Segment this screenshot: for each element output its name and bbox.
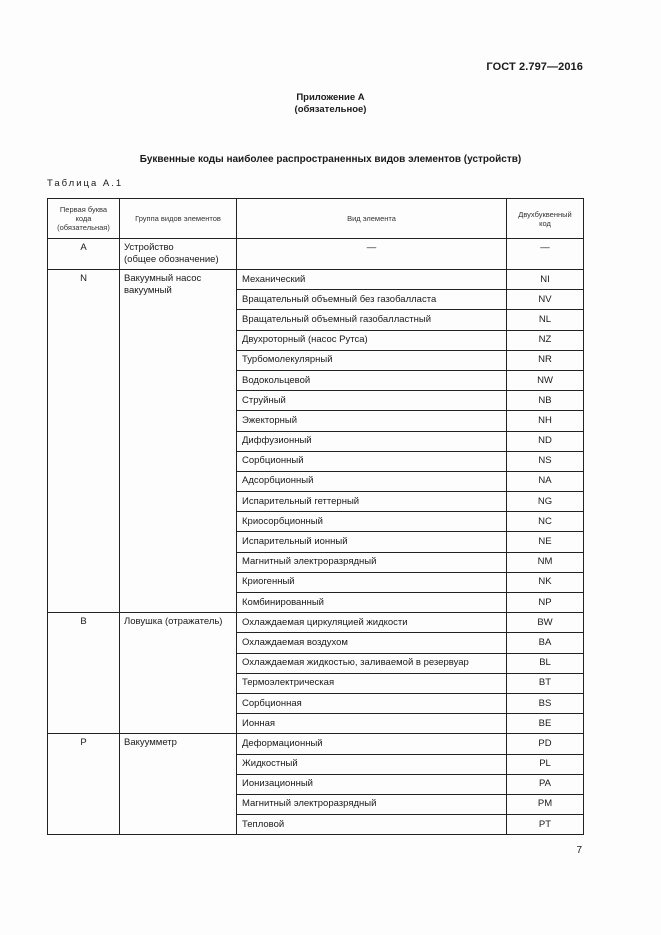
group-name-line: Вакуумный насос: [124, 273, 202, 284]
element-kind-cell: Термоэлектрическая: [237, 673, 507, 693]
first-letter-cell: A: [48, 239, 120, 270]
element-kind-cell: Магнитный электроразрядный: [237, 552, 507, 572]
two-letter-code-cell: BT: [507, 673, 584, 693]
element-kind-cell: Двухроторный (насос Рутса): [237, 330, 507, 350]
two-letter-code-cell: PD: [507, 734, 584, 754]
group-name-line: Вакуумметр: [124, 737, 177, 749]
table-body: [48, 239, 584, 835]
header-first-letter-line: (обязательная): [57, 223, 110, 232]
two-letter-code-cell: NL: [507, 310, 584, 330]
element-kind-cell: Испарительный ионный: [237, 532, 507, 552]
element-kind-cell: Тепловой: [237, 815, 507, 835]
two-letter-code-cell: BW: [507, 613, 584, 633]
element-kind-cell: Охлаждаемая жидкостью, заливаемой в резервуар: [237, 653, 507, 673]
element-kind-cell: Испарительный геттерный: [237, 492, 507, 512]
element-kind-cell: Механический: [237, 270, 507, 290]
codes-table: [47, 198, 584, 835]
appendix-status: (обязательное): [294, 104, 367, 115]
two-letter-code-cell: NM: [507, 552, 584, 572]
group-cell: [120, 270, 237, 613]
group-name-line: Устройство: [124, 242, 174, 253]
two-letter-code-cell: NH: [507, 411, 584, 431]
first-letter-cell: B: [48, 613, 120, 734]
element-kind-cell: Ионизационный: [237, 774, 507, 794]
two-letter-code-cell: NP: [507, 593, 584, 613]
element-kind-cell: Эжекторный: [237, 411, 507, 431]
element-kind-cell: Деформационный: [237, 734, 507, 754]
group-name-line: (общее обозначение): [124, 254, 219, 265]
element-kind-cell: Жидкостный: [237, 754, 507, 774]
two-letter-code-cell: NK: [507, 572, 584, 592]
table-row: [48, 239, 584, 270]
group-name-line: вакуумный: [124, 285, 172, 296]
two-letter-code-cell: BA: [507, 633, 584, 653]
element-kind-cell: Комбинированный: [237, 593, 507, 613]
element-kind-cell: Турбомолекулярный: [237, 350, 507, 370]
element-kind-cell: Вращательный объемный без газобалласта: [237, 290, 507, 310]
element-kind-cell: Сорбционная: [237, 693, 507, 713]
two-letter-code-cell: PL: [507, 754, 584, 774]
two-letter-code-cell: NC: [507, 512, 584, 532]
header-first-letter: [48, 199, 120, 239]
element-kind-cell: Охлаждаемая воздухом: [237, 633, 507, 653]
header-first-letter-line: Первая буква: [59, 205, 108, 214]
header-kind: Вид элемента: [237, 199, 507, 239]
two-letter-code-cell: BS: [507, 693, 584, 713]
element-kind-cell: Криосорбционный: [237, 512, 507, 532]
element-kind-cell: Водокольцевой: [237, 370, 507, 390]
table-row: [48, 270, 584, 290]
header-group: Группа видов элементов: [120, 199, 237, 239]
two-letter-code-cell: NA: [507, 471, 584, 491]
group-cell: [120, 734, 237, 835]
header-first-letter-line: кода: [75, 214, 92, 223]
table-row: [48, 613, 584, 633]
table-header-row: [48, 199, 584, 239]
two-letter-code-cell: NW: [507, 370, 584, 390]
two-letter-code-cell: BE: [507, 714, 584, 734]
group-name-line: Ловушка (отражатель): [124, 616, 223, 628]
header-code: [507, 199, 584, 239]
table-label: Таблица А.1: [47, 178, 124, 189]
page-number: 7: [576, 845, 582, 856]
element-kind-cell: Охлаждаемая циркуляцией жидкости: [237, 613, 507, 633]
two-letter-code-cell: NB: [507, 391, 584, 411]
group-cell: [120, 239, 237, 270]
appendix-heading: [0, 92, 661, 116]
element-kind-cell: Струйный: [237, 391, 507, 411]
two-letter-code-cell: NV: [507, 290, 584, 310]
two-letter-code-cell: —: [507, 239, 584, 270]
two-letter-code-cell: NI: [507, 270, 584, 290]
document-code: ГОСТ 2.797—2016: [486, 61, 583, 73]
header-code-line: Двухбуквенный: [518, 209, 572, 219]
element-kind-cell: Вращательный объемный газобалластный: [237, 310, 507, 330]
two-letter-code-cell: PM: [507, 794, 584, 814]
header-code-line: код: [539, 218, 551, 228]
table-row: [48, 734, 584, 754]
element-kind-cell: Магнитный электроразрядный: [237, 794, 507, 814]
page-title: Буквенные коды наиболее распространенных видов элементов (устройств): [139, 154, 522, 165]
two-letter-code-cell: BL: [507, 653, 584, 673]
element-kind-cell: Адсорбционный: [237, 471, 507, 491]
two-letter-code-cell: NE: [507, 532, 584, 552]
element-kind-cell: —: [237, 239, 507, 270]
appendix-title: Приложение А: [296, 92, 365, 103]
element-kind-cell: Диффузионный: [237, 431, 507, 451]
two-letter-code-cell: ND: [507, 431, 584, 451]
two-letter-code-cell: PT: [507, 815, 584, 835]
element-kind-cell: Криогенный: [237, 572, 507, 592]
two-letter-code-cell: NG: [507, 492, 584, 512]
two-letter-code-cell: NS: [507, 451, 584, 471]
element-kind-cell: Сорбционный: [237, 451, 507, 471]
first-letter-cell: P: [48, 734, 120, 835]
group-cell: [120, 613, 237, 734]
element-kind-cell: Ионная: [237, 714, 507, 734]
first-letter-cell: N: [48, 270, 120, 613]
two-letter-code-cell: NR: [507, 350, 584, 370]
two-letter-code-cell: NZ: [507, 330, 584, 350]
two-letter-code-cell: PA: [507, 774, 584, 794]
